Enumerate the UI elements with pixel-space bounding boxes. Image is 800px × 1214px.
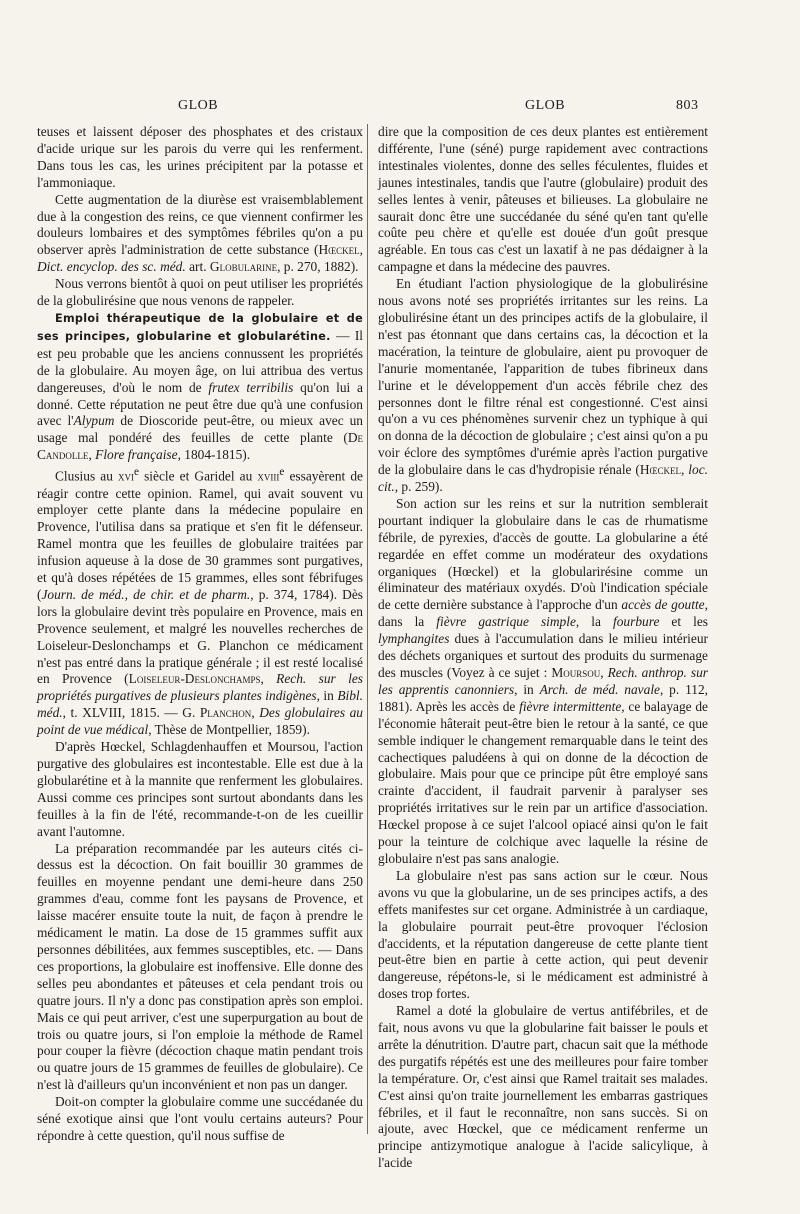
section-paragraph: Emploi thérapeutique de la globulaire et de ses principes, globularine et globularétine. — Il est peu probable que les anciens connussent les propriétés de la globulaire. Au moyen âge, on lui attribua des vertus dangereuses, d'où le nom de frutex terribilis qu'on lui a donné. Cette réputation ne peut être due qu'à une confusion avec l'Alypum de Dioscoride peut-être, ou mieux avec un usage mal pondéré des feuilles de cette plante (De Candolle, Flore française, 1804-1815). — [37, 311, 363, 463]
paragraph: D'après Hœckel, Schlagdenhauffen et Moursou, l'action purgative des globulaires est incontestable. Elle est due à la globularétine et à la mannite que renferment les globulaires. Aussi comme ces principes sont surtout abondants dans les feuilles à la fin de l'été, recommande-t-on de les cueillir avant l'automne. — [37, 739, 363, 839]
right-column — [378, 124, 708, 1172]
paragraph: Clusius au xvi$^e$ siècle et Garidel au xviii$^e$ essayèrent de réagir contre cette opinion. Ramel, qui avait souvent vu employer cette plante dans la médecine populaire en Provence, l'utilisa dans sa pratique et s'en fit le défenseur. Ramel montra que les feuilles de globulaire traitées par infusion aqueuse à la dose de 30 grammes sont purgatives, et qu'à doses répétées de 15 grammes, elles sont fébrifuges (Journ. de méd., de chir. et de pharm., p. 374, 1784). Dès lors la globulaire devint très populaire en Provence, mais en Provence seulement, et malgré les nouvelles recherches de Loiseleur-Deslonchamps et G. Planchon ce médicament n'est pas entré dans la pratique générale ; il est resté localisé en Provence (Loiseleur-Deslonchamps, Rech. sur les propriétés purgatives de plusieurs plantes indigènes, in Bibl. méd., t. XLVIII, 1815. — G. Planchon, Des globulaires au point de vue médical, Thèse de Montpellier, 1859). — [37, 466, 363, 738]
paragraph: Son action sur les reins et sur la nutrition semblerait pourtant indiquer la globulaire dans le cas de rhumatisme fébrile, de pyrexies, d'accès de goutte. La globularine a été regardée en effet comme un modérateur des oxydations organiques (Hœckel) et la globularirésine comme un éliminateur des matériaux oxydés. D'où l'indication spéciale de cette dernière substance à l'approche d'un accès de goutte, dans la fièvre gastrique simple, la fourbure et les lymphangites dues à l'accumulation dans le milieu intérieur des déchets organiques et surtout des produits du surmenage des muscles (Voyez à ce sujet : Moursou, Rech. anthrop. sur les apprentis canonniers, in Arch. de méd. navale, p. 112, 1881). Après les accès de fièvre intermittente, ce balayage de l'économie hâterait peut-être bien le retour à la santé, ce que semble indiquer le changement remarquable dans le teint des cachectiques paludéens à qui on donne de la décoction de globulaire. Mais pour que ce principe pût être employé sans crainte d'accident, il faudrait parvenir à paralyser ses propriétés irritatives sur le rein par un artifice d'association. Hœckel propose à ce sujet l'alcool opiacé ainsi qu'on le fait pour la teinture de colchique avec laquelle la résine de globulaire n'est pas sans analogie. — [378, 495, 709, 866]
paragraph: La globulaire n'est pas sans action sur le cœur. Nous avons vu que la globularine, un de ses principes actifs, a des effets manifestes sur cet organe. Administrée à un cardiaque, la globulaire pourrait peut-être provoquer l'éclosion d'accidents, et la réputation dangereuse de cette plante tient peut-être bien en partie à cette action, qui peut devenir dangereuse, répétons-le, si le médicament est administré à doses trop fortes. — [378, 867, 708, 1002]
paragraph: La préparation recommandée par les auteurs cités ci-dessus est la décoction. On fait bouillir 30 grammes de feuilles en moyenne pendant une demi-heure dans 250 grammes d'eau, comme font les paysans de Provence, et laisse macérer ensuite toute la nuit, de façon à prendre le médicament le matin. La dose de 15 grammes suffit aux personnes débilitées, aux femmes susceptibles, etc. — Dans ces proportions, la globulaire est inoffensive. Elle donne des selles peu abondantes et pâteuses et cela pendant trois ou quatre jours. Il n'y a donc pas constipation après son emploi. Mais ce qui peut arriver, c'est une superpurgation au bout de trois ou quatre jours, si l'on emploie la méthode de Ramel pour couper la fièvre (décoction chaque matin pendant trois ou quatre jours de 15 grammes de feuilles de globulaire). Ce n'est là d'ailleurs qu'un inconvénient et non pas un danger. — [37, 840, 363, 1093]
paragraph: Cette augmentation de la diurèse est vraisemblablement due à la congestion des reins, ce que viennent confirmer les douleurs lombaires et des symptômes fébriles qu'on a pu observer après l'administration de cette substance (Hœckel, Dict. encyclop. des sc. méd. art. Globularine, p. 270, 1882). — [37, 191, 363, 275]
paragraph: teuses et laissent déposer des phosphates et des cristaux d'acide urique sur les parois du verre qui les renferment. Dans tous les cas, les urines précipitent par la potasse et l'ammoniaque. — [37, 124, 363, 190]
running-head-right: GLOB — [525, 98, 566, 113]
column-divider — [367, 124, 368, 1134]
running-head-left: GLOB — [178, 98, 219, 113]
left-column — [37, 124, 363, 1145]
paragraph: Doit-on compter la globulaire comme une succédanée du séné exotique ainsi que l'ont voulu certains auteurs? Pour répondre à cette question, qu'il nous suffise de — [37, 1094, 363, 1143]
page-number: 803 — [676, 98, 699, 113]
section-heading: Emploi thérapeutique de la globulaire et de ses principes, globularine et globularétine. — [37, 311, 363, 343]
paragraph: Nous verrons bientôt à quoi on peut utiliser les propriétés de la globulirésine que nous venons de rappeler. — [37, 276, 363, 309]
running-head — [0, 98, 800, 118]
paragraph: dire que la composition de ces deux plantes est entièrement différente, l'une (séné) purge rapidement avec contractions intestinales violentes, donne des selles féculentes, fluides et jaunes intestinales, tandis que l'autre (globulaire) produit des selles lentes à venir, pâteuses et bilieuses. La globulaire ne saurait donc être une succédanée du séné qu'en tant qu'elle coûte peu chère et qu'elle est douée d'un goût presque agréable. En tous cas c'est un laxatif à ne pas dédaigner à la campagne et dans la médecine des pauvres. — [378, 124, 708, 275]
paragraph: En étudiant l'action physiologique de la globulirésine nous avons noté ses propriétés irritantes sur les reins. La globulirésine étant un des principes actifs de la globulaire, il n'est pas étonnant que dans certains cas, la décoction et la macération, la teinture de globulaire, aient pu provoquer de l'anurie momentanée, l'apparition de tubes fibrineux dans l'urine et le développement d'un accès fébrile chez des personnes dont le filtre rénal est congestionné. C'est ainsi qu'on a vu ces phénomènes survenir chez un typhique à qui on donna de la décoction de globulaire ; c'est ainsi qu'on a pu voir éclore des symptômes d'urémie après l'action purgative de la globulaire dans le cas d'hydropisie rénale (Hœckel, loc. cit., p. 259). — [378, 276, 708, 495]
paragraph: Ramel a doté la globulaire de vertus antifébriles, et de fait, nous avons vu que la globularine fait baisser le pouls et arrête la dénutrition. D'autre part, chacun sait que la méthode des purgatifs répétés est une des meilleures pour faire tomber la température. Or, c'est ainsi que Ramel traitait ses malades. C'est ainsi qu'on traite journellement les embarras gastriques fébriles, et il faut le reconnaître, non sans succès. Si on ajoute, avec Hœckel, que ce médicament renferme un principe antizymotique analogue à l'acide salicylique, à l'acide — [378, 1003, 708, 1171]
